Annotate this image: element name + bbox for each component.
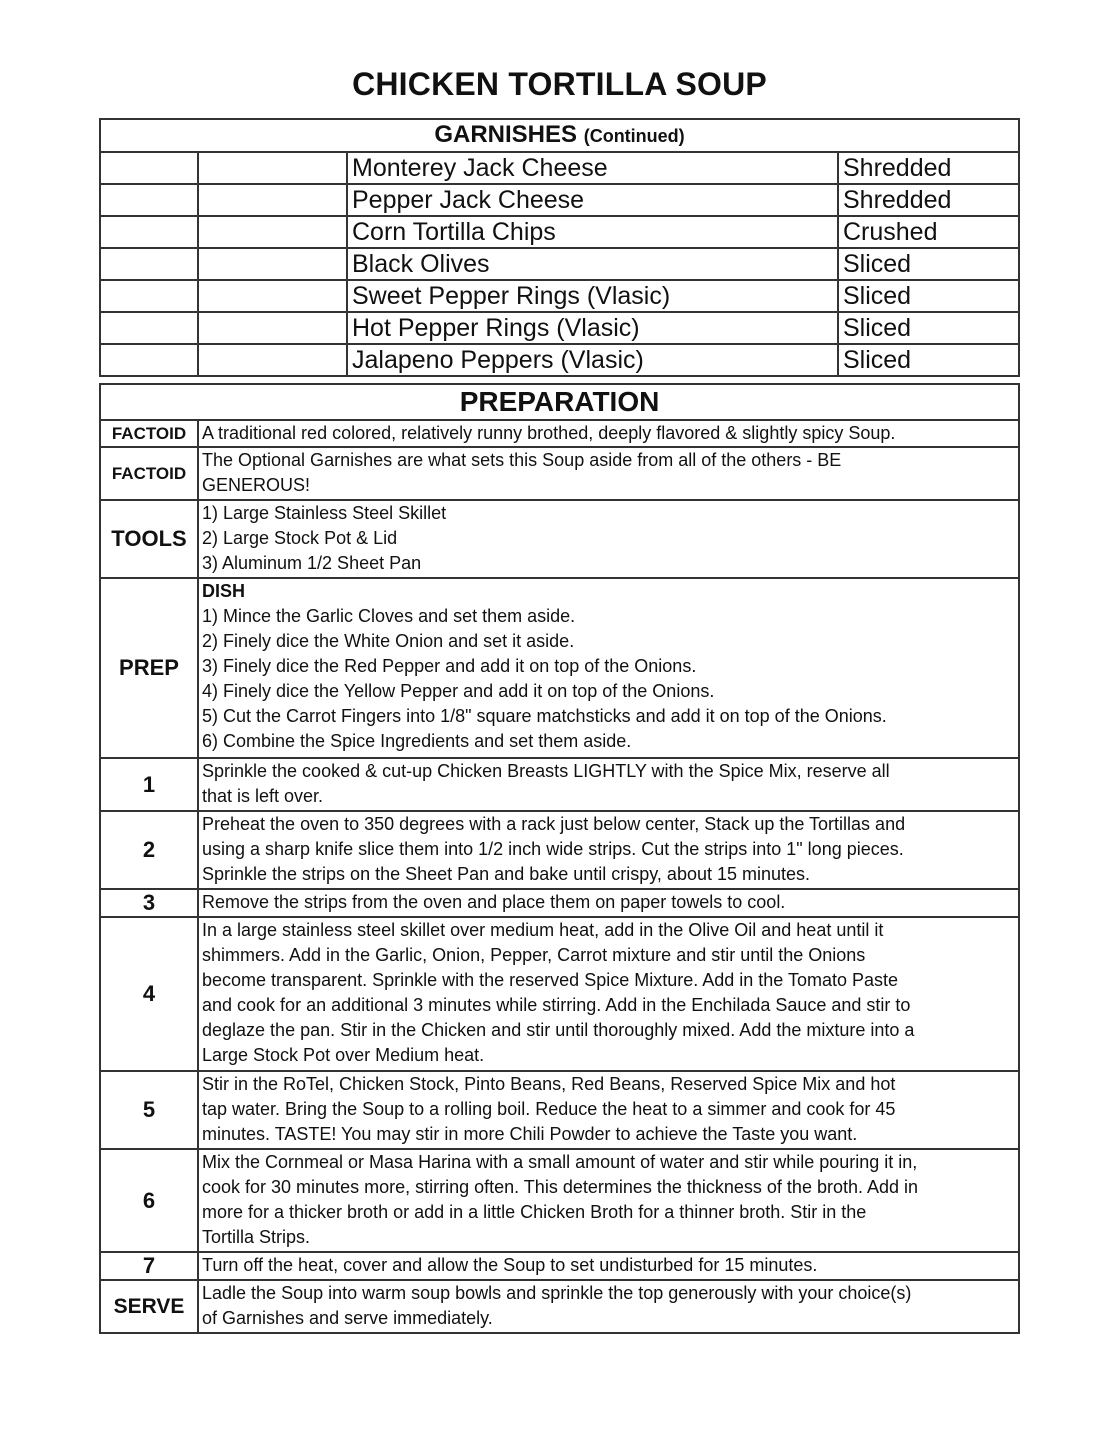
garnish-prep: Sliced xyxy=(838,248,1019,280)
step-text xyxy=(198,889,1019,917)
garnish-name: Black Olives xyxy=(347,248,838,280)
step-label: 2 xyxy=(100,811,198,889)
step-text-line: 3) Aluminum 1/2 Sheet Pan xyxy=(202,553,422,573)
step-text-line: In a large stainless steel skillet over medium heat, add in the Olive Oil and heat until it xyxy=(202,920,884,940)
garnish-name: Jalapeno Peppers (Vlasic) xyxy=(347,344,838,376)
preparation-row xyxy=(100,758,1019,811)
garnishes-table xyxy=(99,118,1020,377)
step-text-line: Remove the strips from the oven and place them on paper towels to cool. xyxy=(202,892,786,912)
step-text-line: Turn off the heat, cover and allow the Soup to set undisturbed for 15 minutes. xyxy=(202,1255,818,1275)
preparation-row xyxy=(100,889,1019,917)
step-subheading: DISH xyxy=(202,581,246,601)
step-text xyxy=(198,1071,1019,1149)
step-label: TOOLS xyxy=(100,500,198,578)
step-text xyxy=(198,758,1019,811)
preparation-row xyxy=(100,447,1019,500)
step-text-line: deglaze the pan. Stir in the Chicken and stir until thoroughly mixed. Add the mixture into a xyxy=(202,1020,915,1040)
garnish-prep: Sliced xyxy=(838,312,1019,344)
preparation-table xyxy=(99,383,1020,1334)
preparation-row xyxy=(100,500,1019,578)
preparation-row xyxy=(100,1252,1019,1280)
step-label: 7 xyxy=(100,1252,198,1280)
step-text-line: 2) Large Stock Pot & Lid xyxy=(202,528,398,548)
step-text-line: cook for 30 minutes more, stirring often. This determines the thickness of the broth. Add in xyxy=(202,1177,919,1197)
step-text-line: GENEROUS! xyxy=(202,475,311,495)
step-text-line: Mix the Cornmeal or Masa Harina with a small amount of water and stir while pouring it in, xyxy=(202,1152,918,1172)
step-text-line: Sprinkle the strips on the Sheet Pan and bake until crispy, about 15 minutes. xyxy=(202,864,811,884)
garnish-prep: Shredded xyxy=(838,184,1019,216)
step-text-line: Tortilla Strips. xyxy=(202,1227,311,1247)
step-text xyxy=(198,420,1019,447)
preparation-row xyxy=(100,1149,1019,1252)
garnish-prep: Crushed xyxy=(838,216,1019,248)
step-text-line: 3) Finely dice the Red Pepper and add it on top of the Onions. xyxy=(202,656,697,676)
step-text xyxy=(198,1280,1019,1333)
step-text xyxy=(198,917,1019,1071)
garnish-name: Sweet Pepper Rings (Vlasic) xyxy=(347,280,838,312)
preparation-heading: PREPARATION xyxy=(100,384,1019,420)
step-text-line: of Garnishes and serve immediately. xyxy=(202,1308,493,1328)
step-label: SERVE xyxy=(100,1280,198,1333)
step-label: FACTOID xyxy=(100,447,198,500)
garnish-row xyxy=(100,184,1019,216)
step-text xyxy=(198,500,1019,578)
step-label: 4 xyxy=(100,917,198,1071)
garnish-prep: Sliced xyxy=(838,280,1019,312)
step-text-line: 1) Mince the Garlic Cloves and set them aside. xyxy=(202,606,576,626)
step-label: 5 xyxy=(100,1071,198,1149)
garnish-prep: Sliced xyxy=(838,344,1019,376)
step-text-line: Sprinkle the cooked & cut-up Chicken Breasts LIGHTLY with the Spice Mix, reserve all xyxy=(202,761,890,781)
step-text-line: 5) Cut the Carrot Fingers into 1/8" square matchsticks and add it on top of the Onions. xyxy=(202,706,887,726)
garnish-name: Corn Tortilla Chips xyxy=(347,216,838,248)
garnish-row xyxy=(100,280,1019,312)
garnish-row xyxy=(100,344,1019,376)
step-text-line: A traditional red colored, relatively runny brothed, deeply flavored & slightly spicy Soup. xyxy=(202,423,896,443)
step-text xyxy=(198,1149,1019,1252)
garnish-prep: Shredded xyxy=(838,152,1019,184)
step-text-line: shimmers. Add in the Garlic, Onion, Pepper, Carrot mixture and stir until the Onions xyxy=(202,945,866,965)
garnish-row xyxy=(100,248,1019,280)
step-label: PREP xyxy=(100,578,198,758)
garnishes-heading-note: (Continued) xyxy=(583,126,685,146)
garnish-row xyxy=(100,152,1019,184)
preparation-row xyxy=(100,1071,1019,1149)
step-text-line: Stir in the RoTel, Chicken Stock, Pinto Beans, Red Beans, Reserved Spice Mix and hot xyxy=(202,1074,896,1094)
step-text-line: minutes. TASTE! You may stir in more Chili Powder to achieve the Taste you want. xyxy=(202,1124,858,1144)
step-text-line: 4) Finely dice the Yellow Pepper and add it on top of the Onions. xyxy=(202,681,715,701)
preparation-row xyxy=(100,917,1019,1071)
garnish-name: Hot Pepper Rings (Vlasic) xyxy=(347,312,838,344)
step-text-line: become transparent. Sprinkle with the reserved Spice Mixture. Add in the Tomato Paste xyxy=(202,970,899,990)
step-label: FACTOID xyxy=(100,420,198,447)
step-text-line: 6) Combine the Spice Ingredients and set them aside. xyxy=(202,731,632,751)
step-text-line: Large Stock Pot over Medium heat. xyxy=(202,1045,485,1065)
page-title: CHICKEN TORTILLA SOUP xyxy=(352,66,767,102)
step-text-line: using a sharp knife slice them into 1/2 inch wide strips. Cut the strips into 1" long pieces. xyxy=(202,839,904,859)
garnish-name: Monterey Jack Cheese xyxy=(347,152,838,184)
step-text-line: 2) Finely dice the White Onion and set it aside. xyxy=(202,631,575,651)
preparation-row xyxy=(100,1280,1019,1333)
step-label: 1 xyxy=(100,758,198,811)
step-text-line: more for a thicker broth or add in a little Chicken Broth for a thinner broth. Stir in the xyxy=(202,1202,867,1222)
garnish-name: Pepper Jack Cheese xyxy=(347,184,838,216)
step-text-line: The Optional Garnishes are what sets this Soup aside from all of the others - BE xyxy=(202,450,842,470)
step-text xyxy=(198,811,1019,889)
garnishes-heading-text: GARNISHES xyxy=(434,121,578,148)
step-label: 6 xyxy=(100,1149,198,1252)
step-text xyxy=(198,1252,1019,1280)
preparation-row xyxy=(100,420,1019,447)
step-label: 3 xyxy=(100,889,198,917)
step-text xyxy=(198,447,1019,500)
garnish-row xyxy=(100,216,1019,248)
step-text-line: that is left over. xyxy=(202,786,324,806)
step-text-line: tap water. Bring the Soup to a rolling boil. Reduce the heat to a simmer and cook for 45 xyxy=(202,1099,896,1119)
step-text xyxy=(198,578,1019,758)
preparation-row xyxy=(100,811,1019,889)
step-text-line: 1) Large Stainless Steel Skillet xyxy=(202,503,447,523)
step-text-line: Ladle the Soup into warm soup bowls and sprinkle the top generously with your choice(s) xyxy=(202,1283,912,1303)
step-text-line: Preheat the oven to 350 degrees with a rack just below center, Stack up the Tortillas and xyxy=(202,814,906,834)
step-text-line: and cook for an additional 3 minutes while stirring. Add in the Enchilada Sauce and stir to xyxy=(202,995,911,1015)
garnishes-heading xyxy=(100,119,1019,152)
garnish-row xyxy=(100,312,1019,344)
preparation-row xyxy=(100,578,1019,758)
